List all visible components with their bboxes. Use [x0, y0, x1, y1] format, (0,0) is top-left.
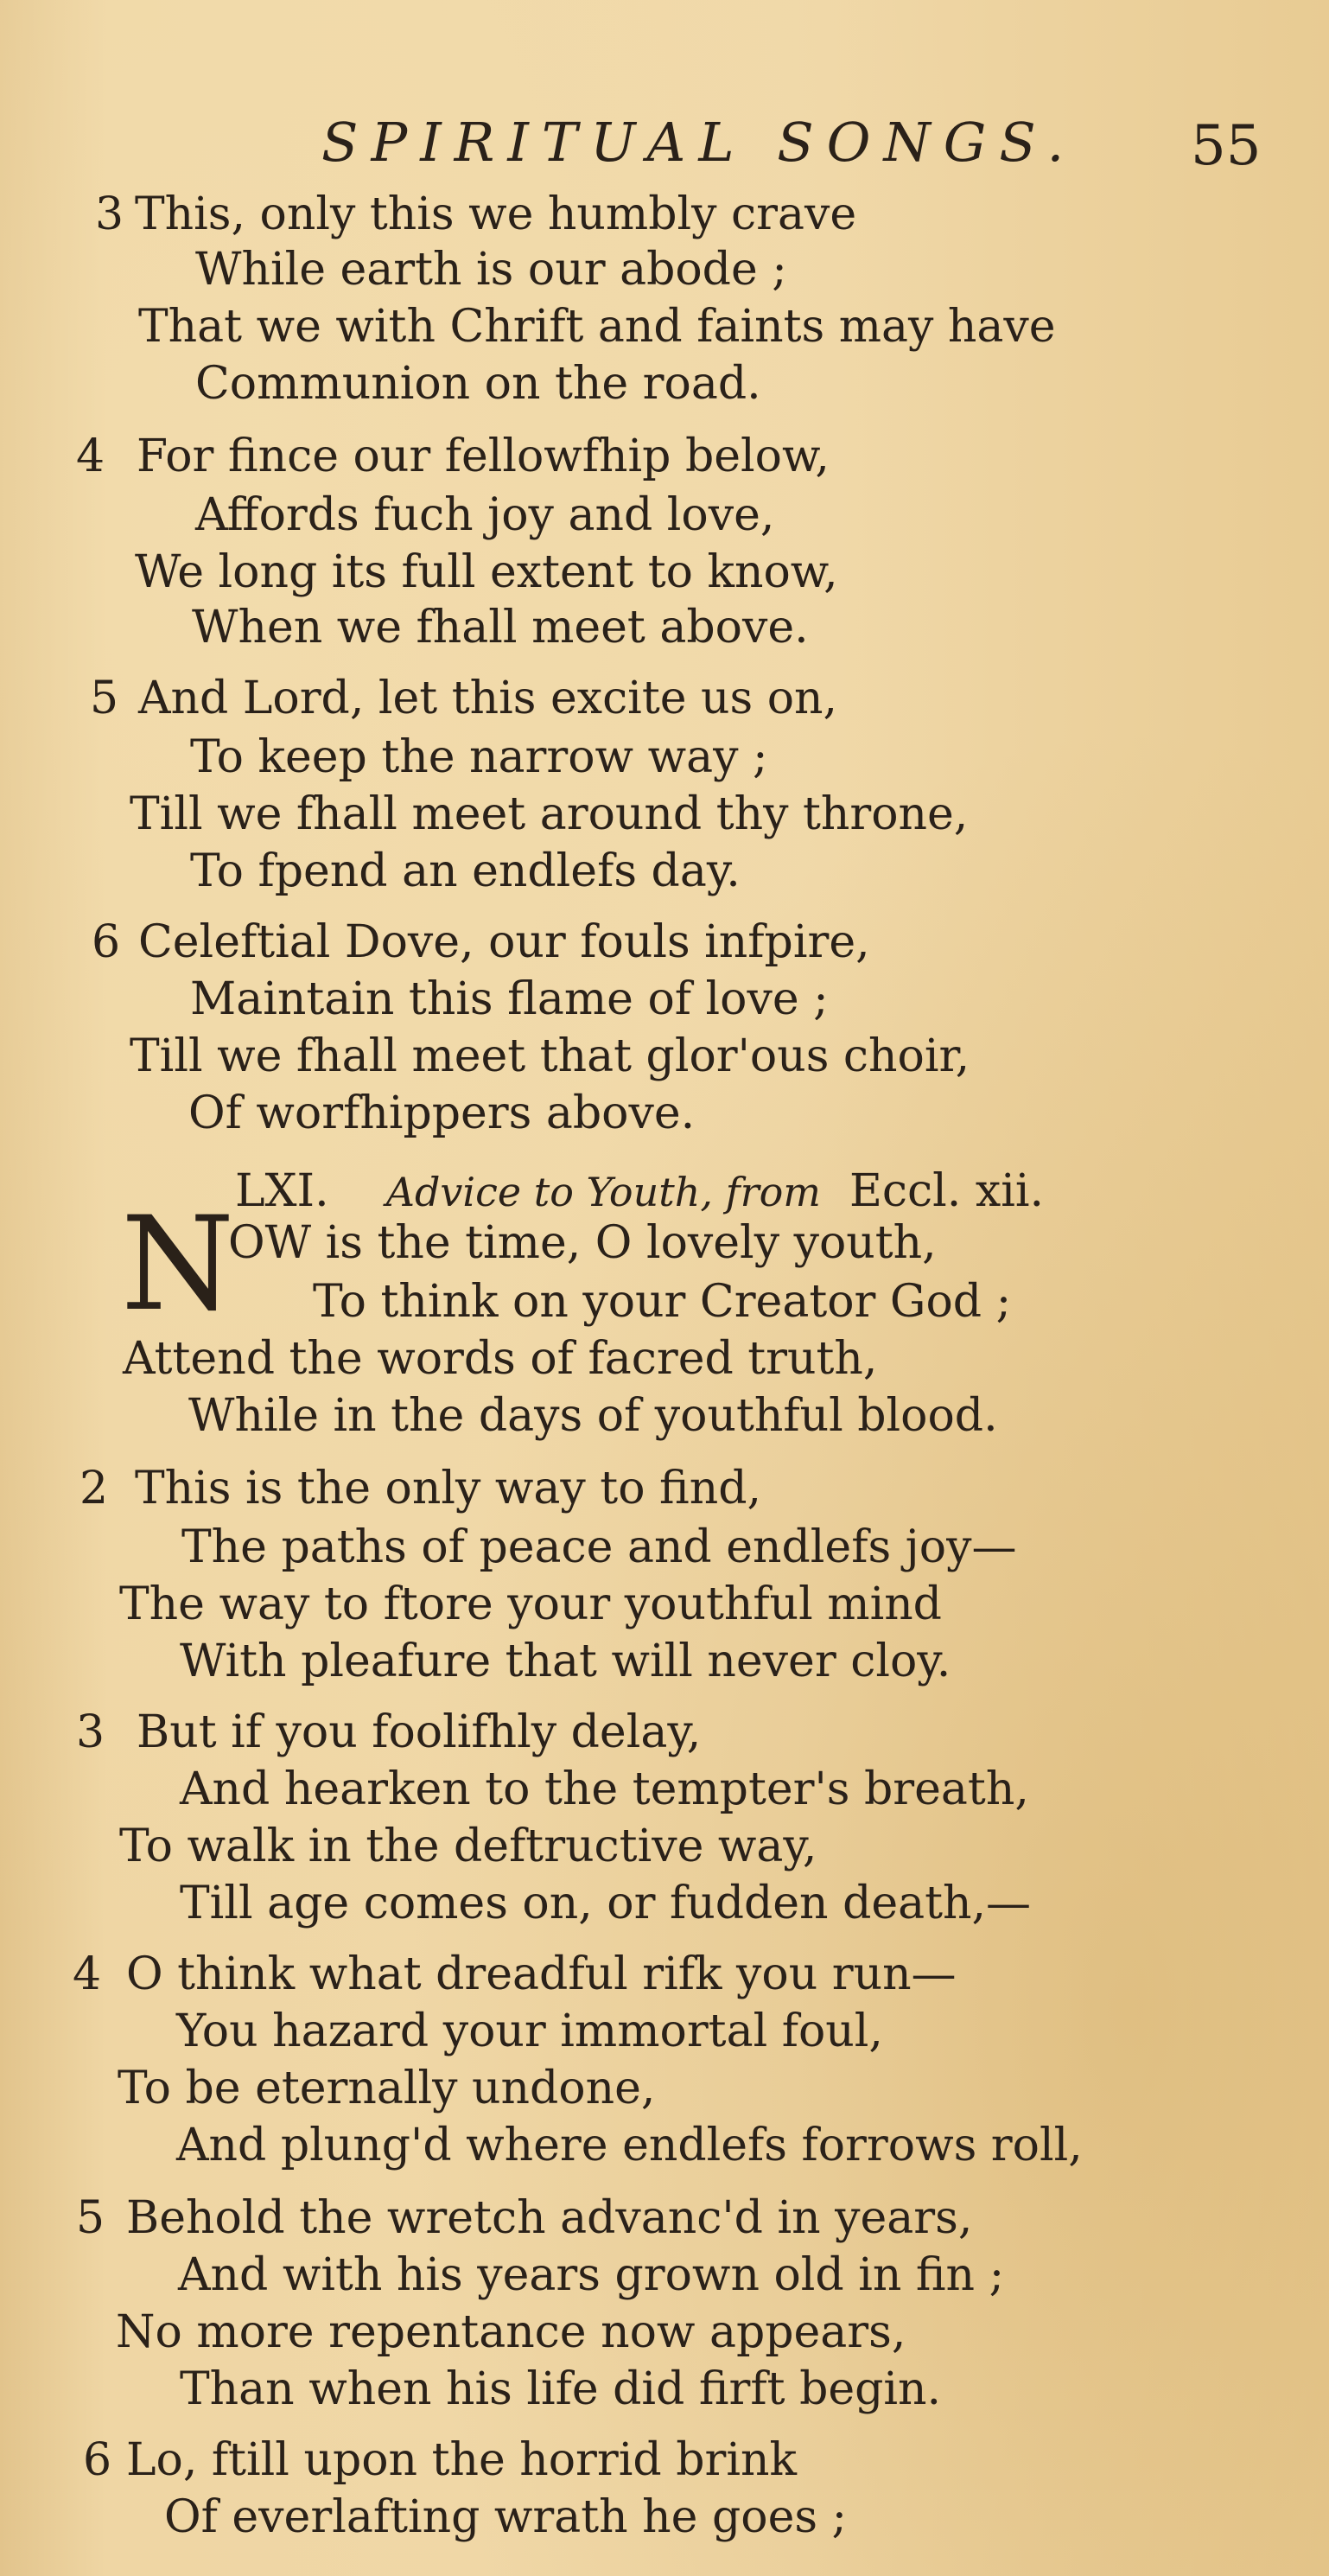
verse-line: Of worfhippers above. — [188, 1087, 696, 1139]
stanza-number: 3 — [76, 1706, 105, 1758]
stanza-number: 4 — [76, 430, 105, 482]
drop-cap: N — [121, 1189, 235, 1340]
verse-line: For fince our fellowfhip below, — [137, 430, 830, 482]
verse-line: To keep the narrow way ; — [190, 731, 768, 783]
verse-line: This is the only way to find, — [135, 1463, 762, 1514]
verse-line: And plung'd where endlefs forrows roll, — [176, 2120, 1083, 2171]
verse-line: Till we fhall meet around thy throne, — [130, 788, 969, 840]
hymn-heading — [235, 1165, 1044, 1217]
verse-line: When we fhall meet above. — [192, 602, 809, 654]
verse-line: While in the days of youthful blood. — [188, 1390, 998, 1442]
stanza-number: 5 — [90, 673, 119, 724]
verse-line: Lo, ftill upon the horrid brink — [126, 2434, 797, 2486]
verse-line: Behold the wretch advanc'd in years, — [126, 2192, 973, 2244]
verse-line: This, only this we humbly crave — [135, 188, 857, 240]
verse-line: While earth is our abode ; — [195, 244, 787, 296]
verse-line: Communion on the road. — [195, 358, 761, 410]
hymn-number: LXI. — [235, 1165, 329, 1217]
verse-line: The paths of peace and endlefs joy— — [181, 1521, 1017, 1573]
verse-line: The way to ftore your youthful mind — [119, 1578, 942, 1630]
verse-line: You hazard your immortal foul, — [176, 2005, 883, 2057]
verse-line: To think on your Creator God ; — [313, 1276, 1012, 1328]
verse-line: No more repentance now appears, — [116, 2306, 906, 2358]
verse-line: With pleafure that will never cloy. — [180, 1636, 951, 1687]
verse-line: To be eternally undone, — [118, 2063, 656, 2114]
stanza-number: 4 — [73, 1948, 102, 2000]
running-header: SPIRITUAL SONGS. — [321, 111, 1078, 174]
verse-line: But if you foolifhly delay, — [137, 1706, 702, 1758]
page-number: 55 — [1191, 114, 1262, 178]
hymn-reference: Eccl. xii. — [849, 1165, 1044, 1217]
verse-line: Of everlafting wrath he goes ; — [164, 2491, 848, 2543]
verse-line: To fpend an endlefs day. — [190, 845, 741, 897]
verse-line: And hearken to the tempter's breath, — [180, 1763, 1029, 1815]
stanza-number: 5 — [76, 2192, 105, 2244]
verse-line: Attend the words of facred truth, — [123, 1333, 878, 1385]
verse-line: Maintain this flame of love ; — [190, 973, 829, 1025]
stanza-number: 6 — [83, 2434, 112, 2486]
verse-line: Till we fhall meet that glor'ous choir, — [130, 1030, 970, 1082]
verse-line: And Lord, let this excite us on, — [138, 673, 838, 724]
stanza-number: 6 — [92, 916, 121, 968]
verse-line: We long its full extent to know, — [135, 546, 838, 598]
verse-line: O think what dreadful rifk you run— — [126, 1948, 957, 2000]
verse-line: Till age comes on, or fudden death,— — [180, 1878, 1032, 1929]
stanza-number: 3 — [95, 188, 124, 240]
hymn-title: Advice to Youth, from — [385, 1169, 821, 1215]
verse-line: To walk in the deftructive way, — [119, 1820, 817, 1872]
verse-line: Affords fuch joy and love, — [195, 489, 775, 541]
verse-line: OW is the time, O lovely youth, — [228, 1217, 937, 1269]
verse-line: That we with Chrift and faints may have — [138, 301, 1056, 353]
stanza-number: 2 — [79, 1463, 109, 1514]
verse-line: And with his years grown old in fin ; — [178, 2249, 1005, 2301]
verse-line: Celeftial Dove, our fouls infpire, — [138, 916, 870, 968]
verse-line: Than when his life did firft begin. — [180, 2363, 942, 2415]
